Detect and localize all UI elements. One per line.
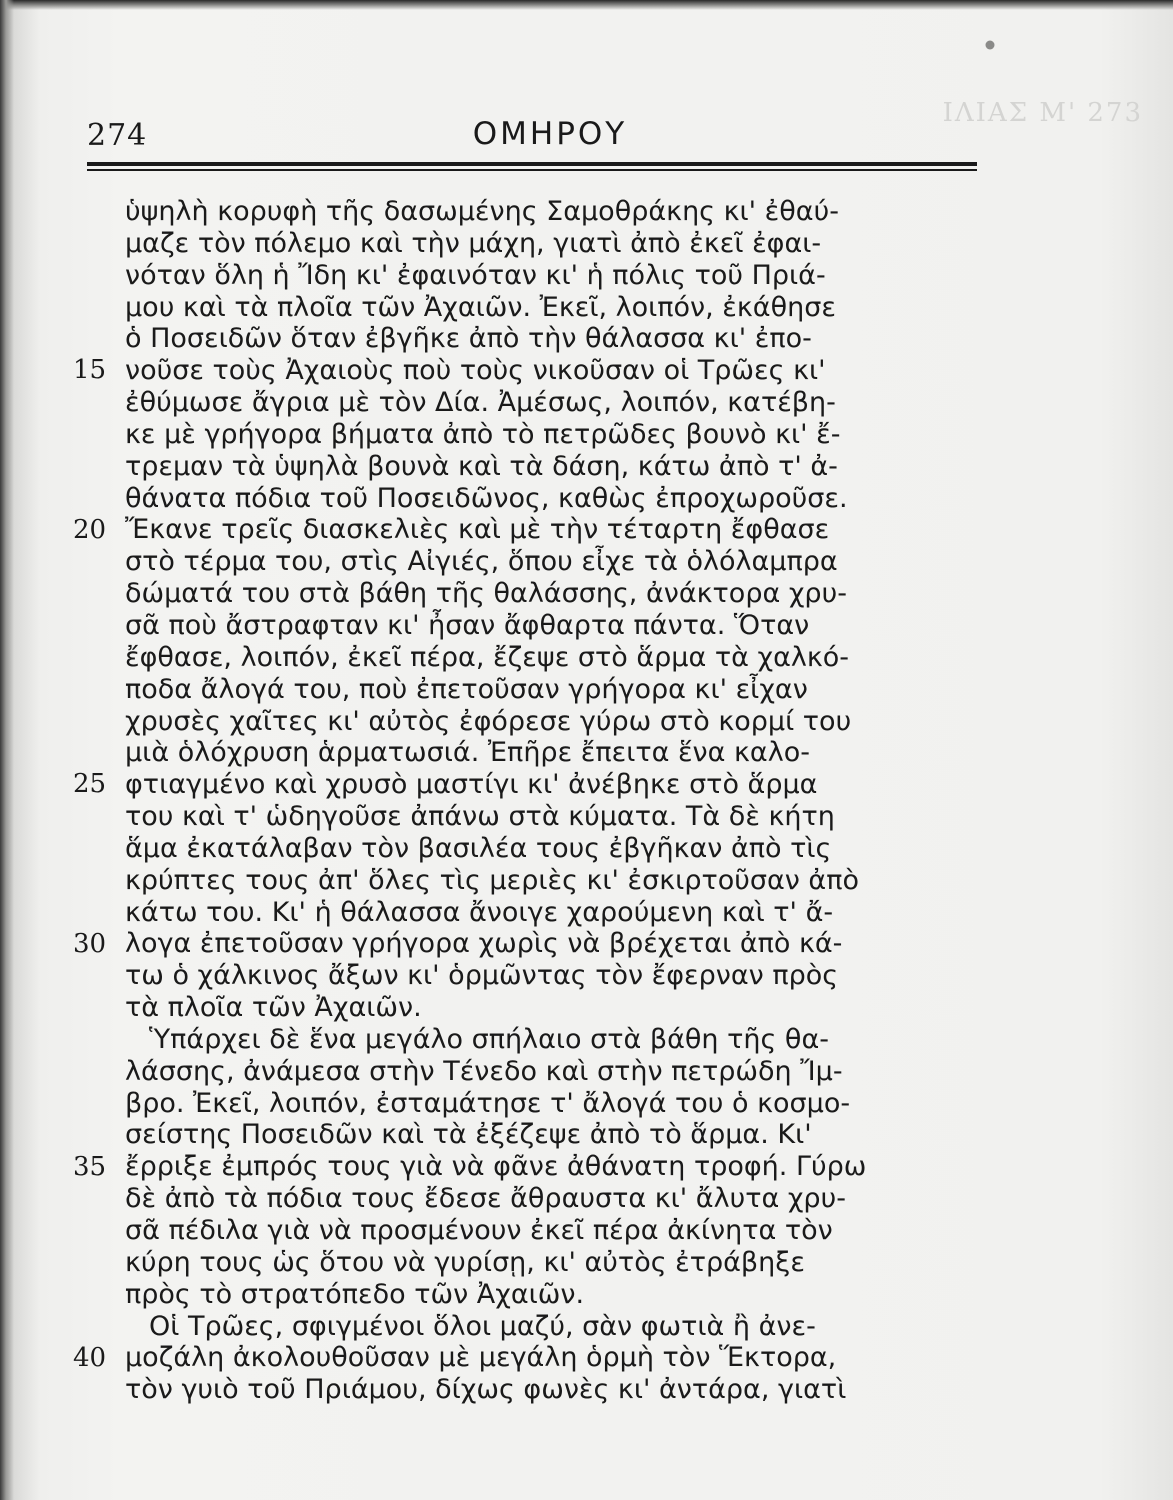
text-line: τὰ πλοῖα τῶν Ἀχαιῶν. <box>125 992 422 1024</box>
ink-spot-icon <box>983 38 997 52</box>
text-line: σείστης Ποσειδῶν καὶ τὰ ἐξέζεψε ἀπὸ τὸ ἅρμα. Κι' <box>125 1119 812 1151</box>
running-head: ΟΜΗΡΟΥ <box>472 116 628 152</box>
text-line: θάνατα πόδια τοῦ Ποσειδῶνος, καθὼς ἐπροχωροῦσε. <box>125 482 848 514</box>
text-line: κάτω του. Κι' ἡ θάλασσα ἄνοιγε χαρούμενη καὶ τ' ἄ- <box>125 896 834 928</box>
text-line: κύρη τους ὡς ὅτου νὰ γυρίσῃ, κι' αὐτὸς ἐτράβηξε <box>125 1246 805 1278</box>
text-line: κε μὲ γρήγορα βήματα ἀπὸ τὸ πετρῶδες βουνὸ κι' ἔ- <box>125 418 841 450</box>
text-line: σᾶ ποὺ ἄστραφταν κι' ἦσαν ἄφθαρτα πάντα. Ὅταν <box>125 609 810 641</box>
text-line: νοῦσε τοὺς Ἀχαιοὺς ποὺ τοὺς νικοῦσαν οἱ Τρῶες κι' <box>125 355 826 387</box>
text-line: ἐθύμωσε ἄγρια μὲ τὸν Δία. Ἀμέσως, λοιπόν, κατέβη- <box>125 387 836 419</box>
header-rule-thick <box>87 162 977 166</box>
text-line: κρύπτες τους ἀπ' ὅλες τὶς μεριὲς κι' ἐσκιρτοῦσαν ἀπὸ <box>125 864 859 896</box>
text-line: Ὑπάρχει δὲ ἕνα μεγάλο σπήλαιο στὰ βάθη τῆς θα- <box>149 1023 829 1055</box>
text-line: νόταν ὅλη ἡ Ἴδη κι' ἐφαινόταν κι' ἡ πόλις τοῦ Πριά- <box>125 259 826 291</box>
line-number: 40 <box>73 1342 107 1373</box>
text-line: τὸν γυιὸ τοῦ Πριάμου, δίχως φωνὲς κι' ἀντάρα, γιατὶ <box>125 1374 847 1406</box>
text-line: μαζε τὸν πόλεμο καὶ τὴν μάχη, γιατὶ ἀπὸ ἐκεῖ ἐφαι- <box>125 227 822 259</box>
text-line: λάσσης, ἀνάμεσα στὴν Τένεδο καὶ στὴν πετρώδη Ἴμ- <box>125 1055 843 1087</box>
line-number: 20 <box>73 514 107 545</box>
text-line: χρυσὲς χαῖτες κι' αὐτὸς ἐφόρεσε γύρω στὸ κορμί του <box>125 705 852 737</box>
text-line: ὁ Ποσειδῶν ὅταν ἐβγῆκε ἀπὸ τὴν θάλασσα κι' ἐπο- <box>125 323 812 355</box>
text-line: τω ὁ χάλκινος ἄξων κι' ὁρμῶντας τὸν ἔφερναν πρὸς <box>125 960 839 992</box>
text-line: ποδα ἄλογά του, ποὺ ἐπετοῦσαν γρήγορα κι' εἶχαν <box>125 673 808 705</box>
header-rule-thin <box>87 169 977 171</box>
text-line: στὸ τέρμα του, στὶς Αἰγιές, ὅπου εἶχε τὰ ὁλόλαμπρα <box>125 546 838 578</box>
bleed-through-text: ΙΛΙΑΣ Μ' 273 <box>942 98 1143 128</box>
line-number: 15 <box>73 355 107 386</box>
page-number: 274 <box>87 118 148 153</box>
text-line: πρὸς τὸ στρατόπεδο τῶν Ἀχαιῶν. <box>125 1278 585 1310</box>
text-line: Οἱ Τρῶες, σφιγμένοι ὅλοι μαζύ, σὰν φωτιὰ ἢ ἀνε- <box>149 1310 816 1342</box>
text-line: Ἔκανε τρεῖς διασκελιὲς καὶ μὲ τὴν τέταρτη ἔφθασε <box>125 514 830 546</box>
text-line: μου καὶ τὰ πλοῖα τῶν Ἀχαιῶν. Ἐκεῖ, λοιπόν, ἐκάθησε <box>125 291 836 323</box>
text-line: μοζάλη ἀκολουθοῦσαν μὲ μεγάλη ὁρμὴ τὸν Ἕκτορα, <box>125 1342 837 1374</box>
page-top-shadow <box>0 0 1173 10</box>
text-line: μιὰ ὁλόχρυση ἁρματωσιά. Ἐπῆρε ἔπειτα ἕνα καλο- <box>125 737 810 769</box>
page-binding-shadow <box>0 0 14 1500</box>
body-text <box>125 196 965 1406</box>
line-number: 35 <box>73 1151 107 1182</box>
text-line: ἔρριξε ἐμπρός τους γιὰ νὰ φᾶνε ἀθάνατη τροφή. Γύρω <box>125 1151 867 1183</box>
text-line: ἅμα ἐκατάλαβαν τὸν βασιλέα τους ἐβγῆκαν ἀπὸ τὶς <box>125 832 832 864</box>
line-number: 30 <box>73 928 107 959</box>
text-line: δώματά του στὰ βάθη τῆς θαλάσσης, ἀνάκτορα χρυ- <box>125 578 847 610</box>
text-line: δὲ ἀπὸ τὰ πόδια τους ἔδεσε ἄθραυστα κι' ἄλυτα χρυ- <box>125 1183 846 1215</box>
text-line: ὑψηλὴ κορυφὴ τῆς δασωμένης Σαμοθράκης κι' ἐθαύ- <box>125 196 839 227</box>
text-line: ἔφθασε, λοιπόν, ἐκεῖ πέρα, ἔζεψε στὸ ἅρμα τὰ χαλκό- <box>125 641 850 673</box>
text-line: τρεμαν τὰ ὑψηλὰ βουνὰ καὶ τὰ δάση, κάτω ἀπὸ τ' ἀ- <box>125 450 838 482</box>
text-line: σᾶ πέδιλα γιὰ νὰ προσμένουν ἐκεῖ πέρα ἀκίνητα τὸν <box>125 1215 833 1246</box>
line-number: 25 <box>73 769 107 800</box>
text-line: βρο. Ἐκεῖ, λοιπόν, ἐσταμάτησε τ' ἄλογά του ὁ κοσμο- <box>125 1087 851 1119</box>
text-line: του καὶ τ' ὡδηγοῦσε ἀπάνω στὰ κύματα. Τὰ δὲ κήτη <box>125 801 835 833</box>
text-line: λογα ἐπετοῦσαν γρήγορα χωρὶς νὰ βρέχεται ἀπὸ κά- <box>125 928 843 960</box>
text-line: φτιαγμένο καὶ χρυσὸ μαστίγι κι' ἀνέβηκε στὸ ἅρμα <box>125 769 818 801</box>
